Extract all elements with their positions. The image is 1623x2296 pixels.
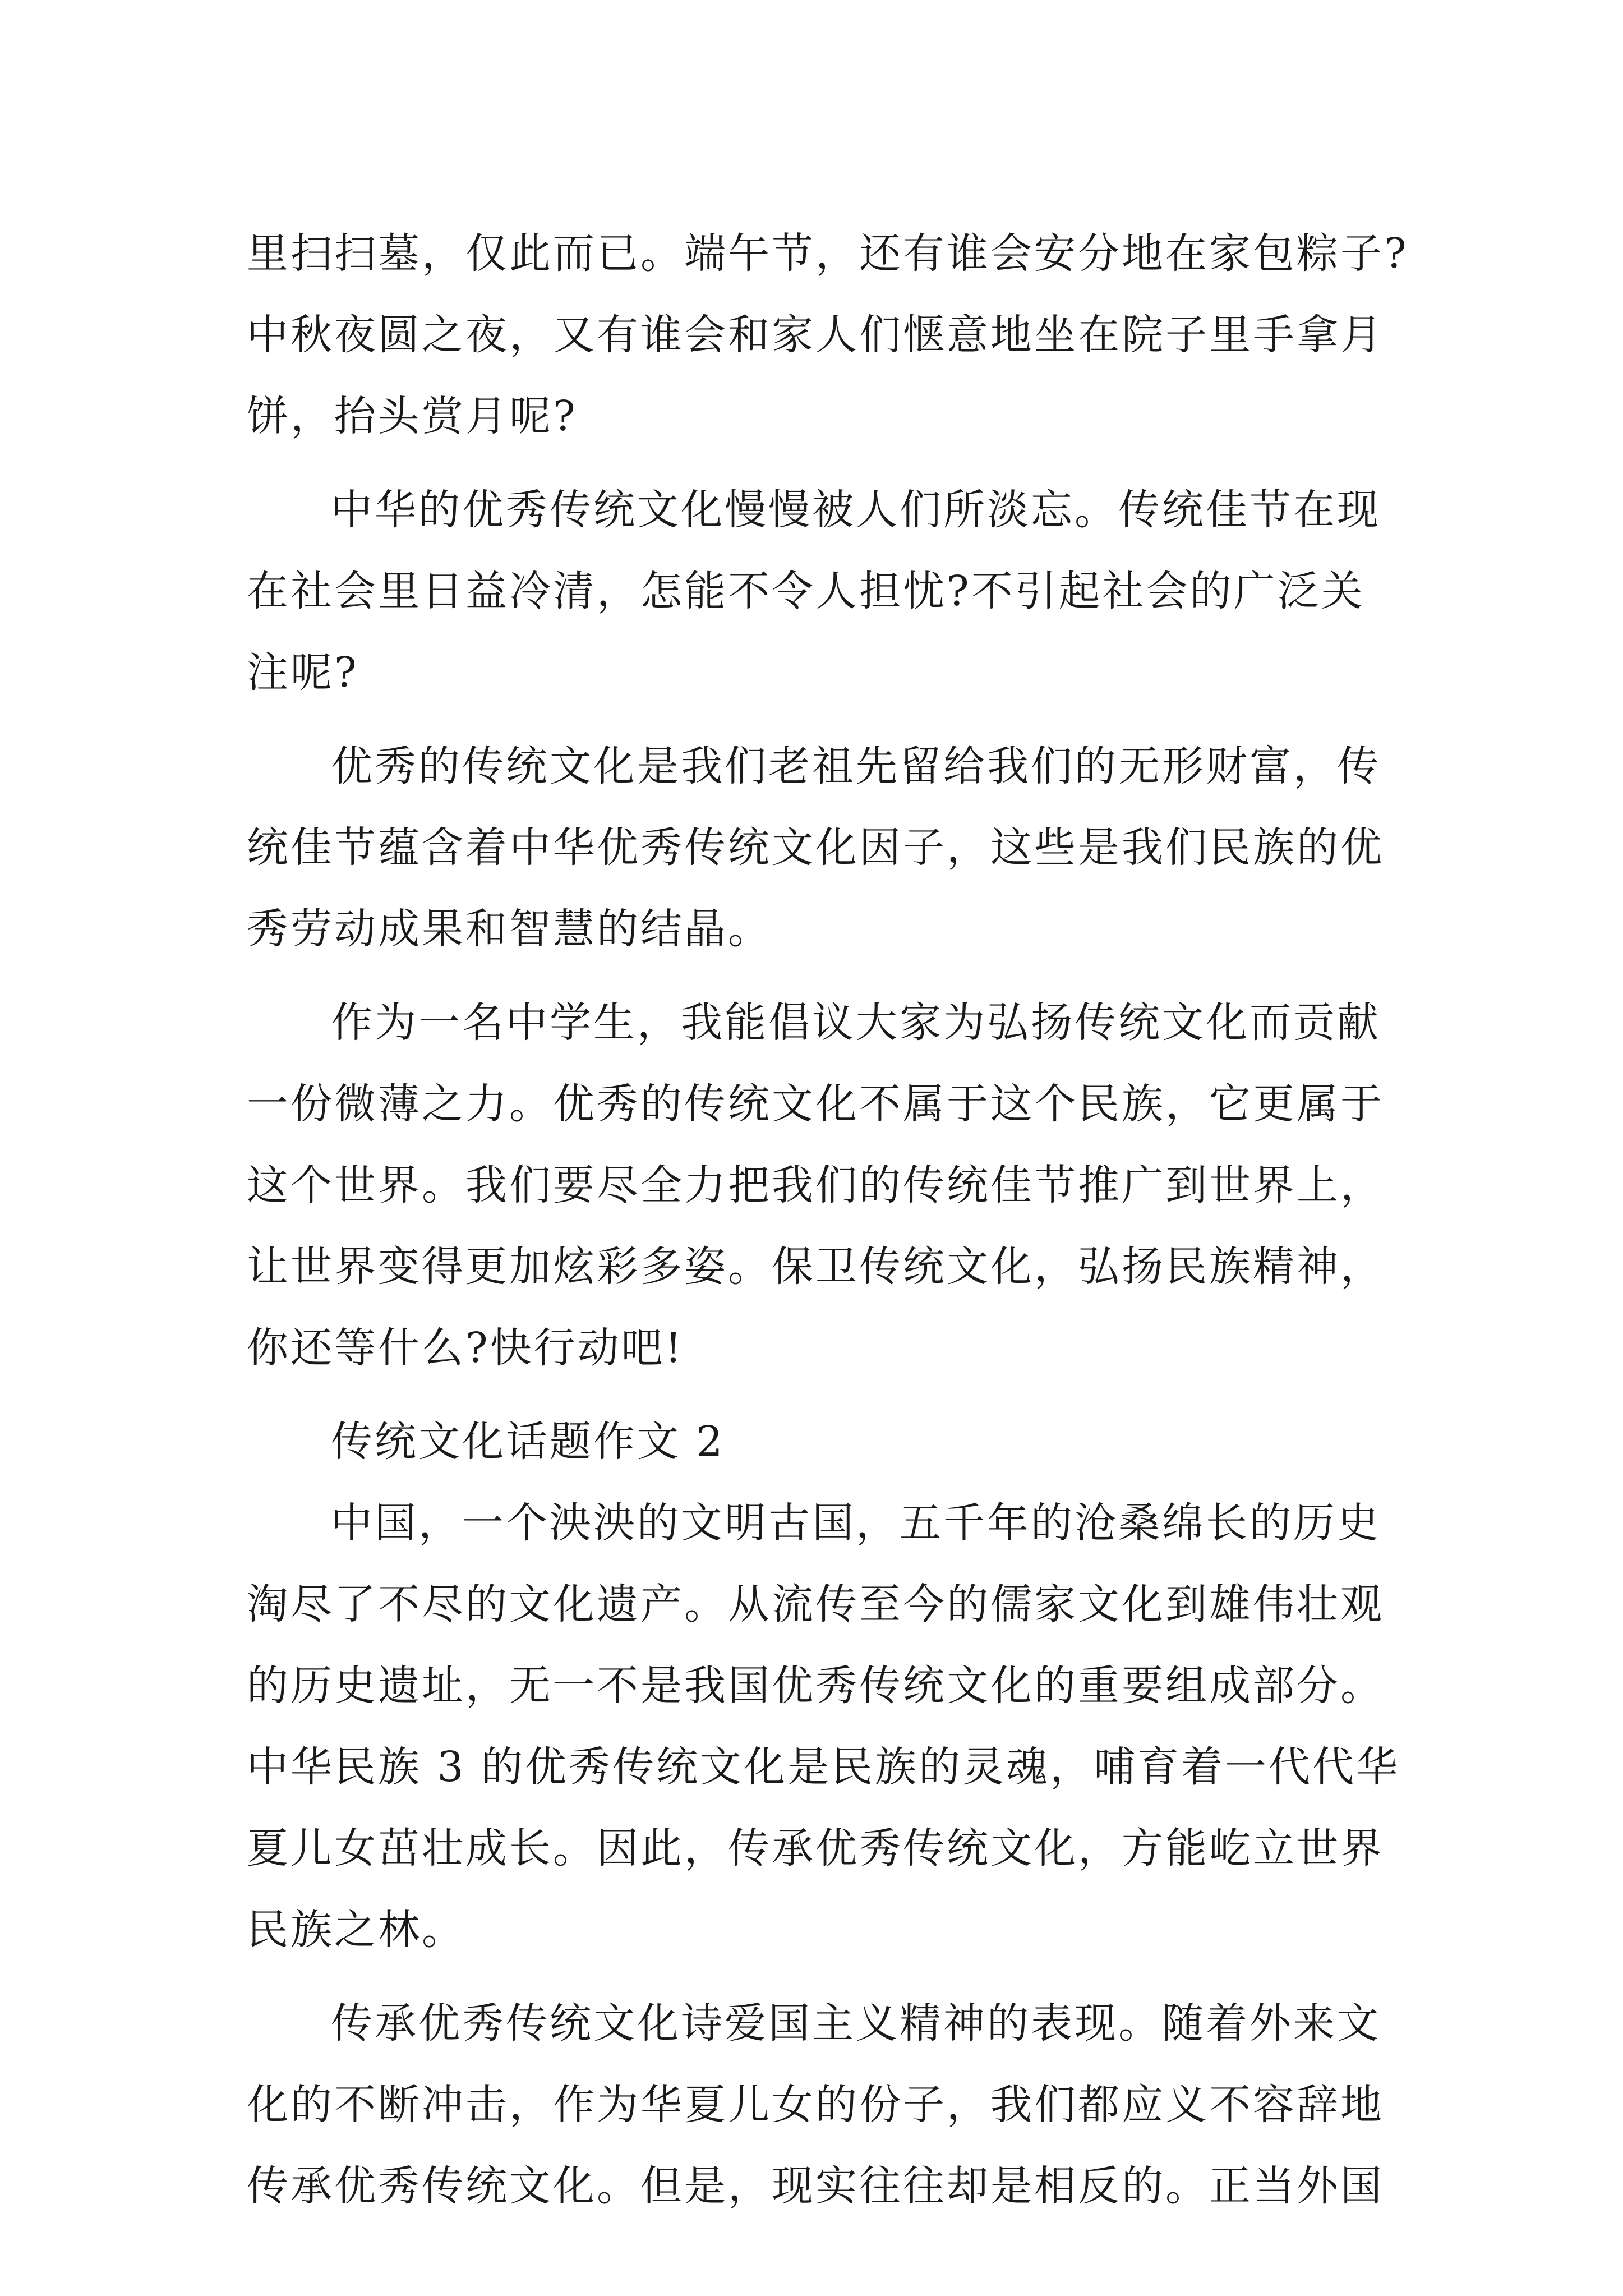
text-line: 注呢? <box>247 648 359 697</box>
text-line: 夏儿女茁壮成长。因此，传承优秀传统文化，方能屹立世界 <box>247 1824 1384 1872</box>
text-line: 里扫扫墓，仅此而已。端午节，还有谁会安分地在家包粽子? <box>247 229 1409 278</box>
text-line: 中秋夜圆之夜，又有谁会和家人们惬意地坐在院子里手拿月 <box>247 311 1384 359</box>
text-line: 化的不断冲击，作为华夏儿女的份子，我们都应义不容辞地 <box>247 2081 1384 2129</box>
text-line: 传承优秀传统文化诗爱国主义精神的表现。随着外来文 <box>331 1999 1381 2047</box>
text-line: 让世界变得更加炫彩多姿。保卫传统文化，弘扬民族精神， <box>247 1243 1384 1291</box>
text-line: 优秀的传统文化是我们老祖先留给我们的无形财富，传 <box>331 742 1381 790</box>
text-line: 统佳节蕴含着中华优秀传统文化因子，这些是我们民族的优 <box>247 823 1384 872</box>
text-line: 饼，抬头赏月呢? <box>247 392 578 440</box>
text-line: 作为一名中学生，我能倡议大家为弘扬传统文化而贡献 <box>331 999 1381 1047</box>
text-line: 传统文化话题作文 2 <box>331 1418 725 1466</box>
document-body <box>247 213 1409 2227</box>
text-line: 你还等什么?快行动吧! <box>247 1324 684 1372</box>
text-line: 传承优秀传统文化。但是，现实往往却是相反的。正当外国 <box>247 2162 1384 2210</box>
text-line: 一份微薄之力。优秀的传统文化不属于这个民族，它更属于 <box>247 1080 1384 1128</box>
text-line: 秀劳动成果和智慧的结晶。 <box>247 905 772 953</box>
text-line: 这个世界。我们要尽全力把我们的传统佳节推广到世界上， <box>247 1161 1384 1209</box>
text-line: 的历史遗址，无一不是我国优秀传统文化的重要组成部分。 <box>247 1662 1384 1710</box>
text-line: 中华民族 3 的优秀传统文化是民族的灵魂，哺育着一代代华 <box>247 1743 1400 1791</box>
text-line: 淘尽了不尽的文化遗产。从流传至今的儒家文化到雄伟壮观 <box>247 1580 1384 1628</box>
text-line: 中国，一个泱泱的文明古国，五千年的沧桑绵长的历史 <box>331 1499 1381 1547</box>
text-line: 在社会里日益冷清，怎能不令人担忧?不引起社会的广泛关 <box>247 567 1365 615</box>
text-line: 民族之林。 <box>247 1906 465 1954</box>
text-line: 中华的优秀传统文化慢慢被人们所淡忘。传统佳节在现 <box>331 486 1381 534</box>
